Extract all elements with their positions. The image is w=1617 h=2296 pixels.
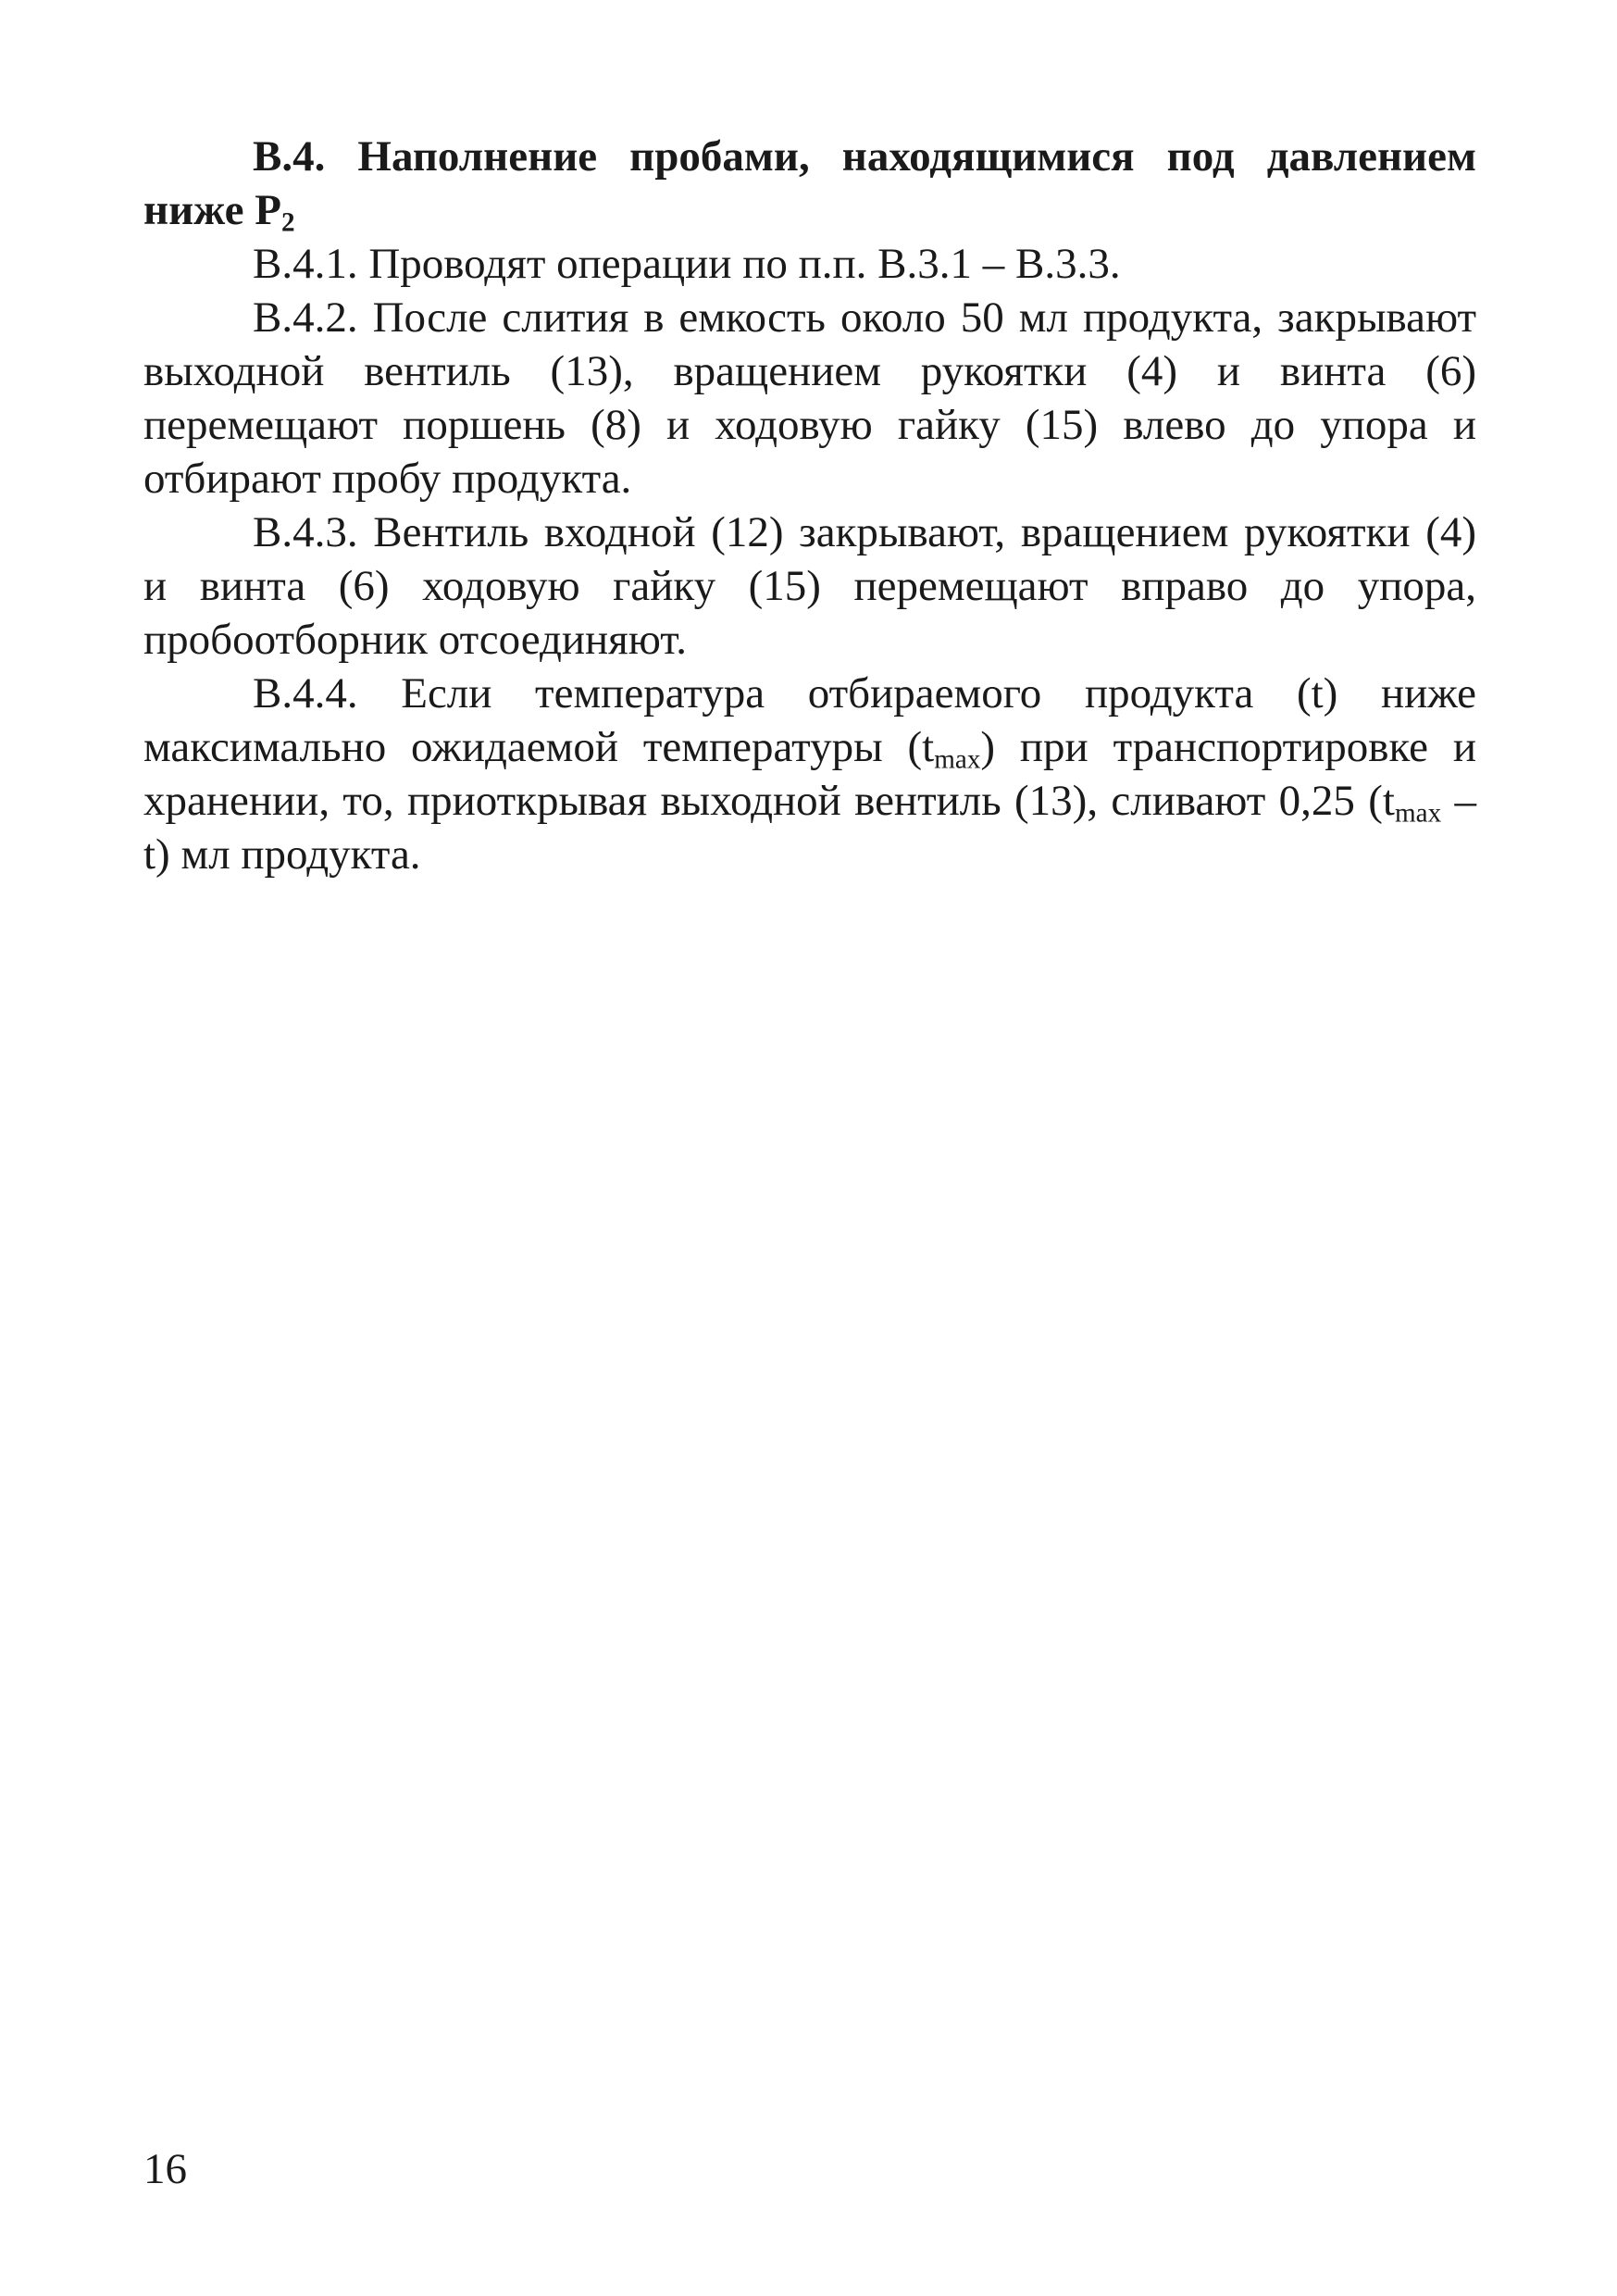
paragraph-b44 <box>143 667 1476 881</box>
section-heading-text: В.4. Наполнение пробами, находящимися под давлением ниже Р <box>143 132 1476 234</box>
paragraph-b44-text-2: ) при транспортировке и хранении, то, приоткрывая выходной вентиль (13), сливают 0,25 (t <box>143 723 1476 825</box>
paragraph-b42: В.4.2. После слития в емкость около 50 мл продукта, закрывают выходной вентиль (13), вращением рукоятки (4) и винта (6) перемещают поршень (8) и ходовую гайку (15) влево до упора и отбирают пробу продукта. <box>143 293 1476 503</box>
paragraph-b44-text-1: В.4.4. Если температура отбираемого продукта (t) ниже максимально ожидаемой температуры (t <box>143 669 1476 771</box>
tmax-subscript-1: max <box>934 744 981 775</box>
section-heading-subscript: 2 <box>280 207 295 238</box>
paragraph-b44-text-3: – t) мл продукта. <box>143 777 1476 879</box>
document-body <box>143 130 1476 881</box>
page-number: 16 <box>143 2145 187 2193</box>
tmax-subscript-2: max <box>1395 798 1442 829</box>
paragraph-b43: В.4.3. Вентиль входной (12) закрывают, вращением рукоятки (4) и винта (6) ходовую гайку (15) перемещают вправо до упора, пробоотборник отсоединяют. <box>143 508 1476 664</box>
paragraph-b41: В.4.1. Проводят операции по п.п. В.3.1 – В.3.3. <box>253 240 1121 288</box>
section-heading <box>143 130 1476 237</box>
